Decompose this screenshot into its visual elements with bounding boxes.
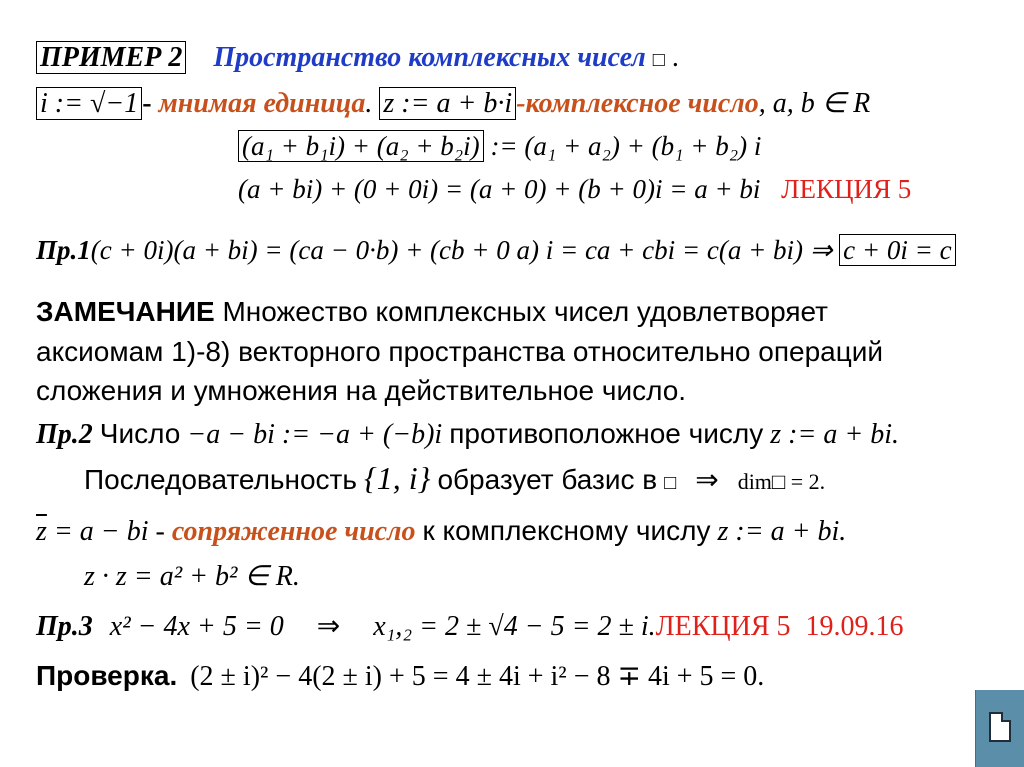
dash: - bbox=[142, 88, 152, 119]
pr2-label: Пр.2 bbox=[36, 419, 93, 450]
slide-nav-button[interactable] bbox=[975, 690, 1024, 767]
conj-label: сопряженное число bbox=[171, 516, 416, 547]
example-title: Пространство комплексных чисел bbox=[213, 42, 646, 73]
basis-text-1: Последовательность bbox=[84, 464, 357, 495]
modulus-eq: z · z = a² + b² ∈ R. bbox=[84, 561, 300, 592]
imaginary-unit-line: i := √−1 - мнимая единица. z := a + b·i -комплексное число, a, b ∈ R bbox=[36, 90, 870, 118]
implies-arrow-1: ⇒ bbox=[695, 465, 719, 496]
z-bar: $\overline{z}$ bbox=[36, 516, 47, 547]
check-eq: (2 ± i)² − 4(2 ± i) + 5 = 4 ± 4i + i² − 8 ∓ 4i + 5 = 0. bbox=[190, 661, 765, 692]
conj-text: к комплексному числу bbox=[422, 515, 711, 546]
remark-line-1 bbox=[36, 298, 828, 326]
remark-text-2: аксиомам 1)-8) векторного пространства относительно операций bbox=[36, 336, 884, 367]
pr2-eq: −a − bi := −a + (−b)i bbox=[187, 419, 443, 450]
complex-set-glyph-2: □ bbox=[664, 472, 677, 494]
ab-real: a, b ∈ R bbox=[772, 88, 871, 119]
pr3-line bbox=[36, 613, 904, 641]
check-label: Проверка. bbox=[36, 660, 178, 691]
basis-set: {1, i} bbox=[363, 460, 431, 496]
basis-line bbox=[84, 462, 825, 495]
pr3-eq: x² − 4x + 5 = 0 bbox=[109, 611, 284, 642]
title-line: ПРИМЕР 2 Пространство комплексных чисел □ . bbox=[36, 44, 679, 72]
zero-eq: (a + bi) + (0 + 0i) = (a + 0) + (b + 0)i = a + bi bbox=[238, 174, 761, 204]
pr3-label: Пр.3 bbox=[36, 611, 93, 642]
addition-line bbox=[238, 133, 761, 160]
z-def: z := a + b·i bbox=[379, 87, 516, 120]
dimension-eq: dim□ = 2. bbox=[737, 469, 826, 494]
pr1-line bbox=[36, 237, 956, 264]
example-label: ПРИМЕР 2 bbox=[36, 41, 186, 74]
pr2-text: противоположное числу bbox=[449, 418, 764, 449]
remark-text-3: сложения и умножения на действительное число. bbox=[36, 375, 687, 406]
lecture-label-2: ЛЕКЦИЯ 5 bbox=[655, 611, 791, 642]
lecture-date: 19.09.16 bbox=[805, 611, 904, 642]
pr2-z: z := a + bi. bbox=[770, 419, 900, 450]
pr2-word: Число bbox=[99, 418, 181, 449]
imaginary-unit-desc: мнимая единица bbox=[158, 88, 366, 119]
zero-line bbox=[238, 176, 911, 203]
imaginary-unit-def: i := √−1 bbox=[36, 87, 142, 120]
z-desc: -комплексное число bbox=[516, 88, 759, 119]
pr3-roots: x₁,₂ = 2 ± √4 − 5 = 2 ± i. bbox=[373, 611, 656, 642]
implies-arrow-2: ⇒ bbox=[316, 611, 341, 642]
conj-z: z := a + bi. bbox=[717, 516, 847, 547]
addition-lhs: (a₁ + b₁i) + (a₂ + b₂i) bbox=[238, 130, 484, 162]
remark-text-1: Множество комплексных чисел удовлетворяет bbox=[222, 296, 828, 327]
remark-line-3 bbox=[36, 377, 686, 405]
pr2-line bbox=[36, 420, 899, 449]
document-icon bbox=[989, 712, 1011, 742]
conj-eq: = a − bi bbox=[53, 516, 149, 547]
complex-set-glyph: □ bbox=[652, 49, 665, 71]
pr1-label: Пр.1 bbox=[36, 235, 91, 265]
remark-line-2 bbox=[36, 338, 883, 366]
check-line bbox=[36, 662, 764, 691]
lecture-label-1: ЛЕКЦИЯ 5 bbox=[781, 174, 912, 204]
remark-label: ЗАМЕЧАНИЕ bbox=[36, 296, 215, 327]
pr1-eq: (c + 0i)(a + bi) = (ca − 0·b) + (cb + 0 a) i = ca + cbi = c(a + bi) ⇒ bbox=[90, 235, 833, 265]
conjugate-line bbox=[36, 517, 846, 546]
addition-rhs: := (a₁ + a₂) + (b₁ + b₂) i bbox=[490, 131, 762, 161]
conj-dash: - bbox=[155, 516, 165, 547]
modulus-line bbox=[84, 563, 300, 591]
basis-text-2: образует базис в bbox=[437, 464, 658, 495]
pr1-result: c + 0i = c bbox=[839, 234, 955, 266]
